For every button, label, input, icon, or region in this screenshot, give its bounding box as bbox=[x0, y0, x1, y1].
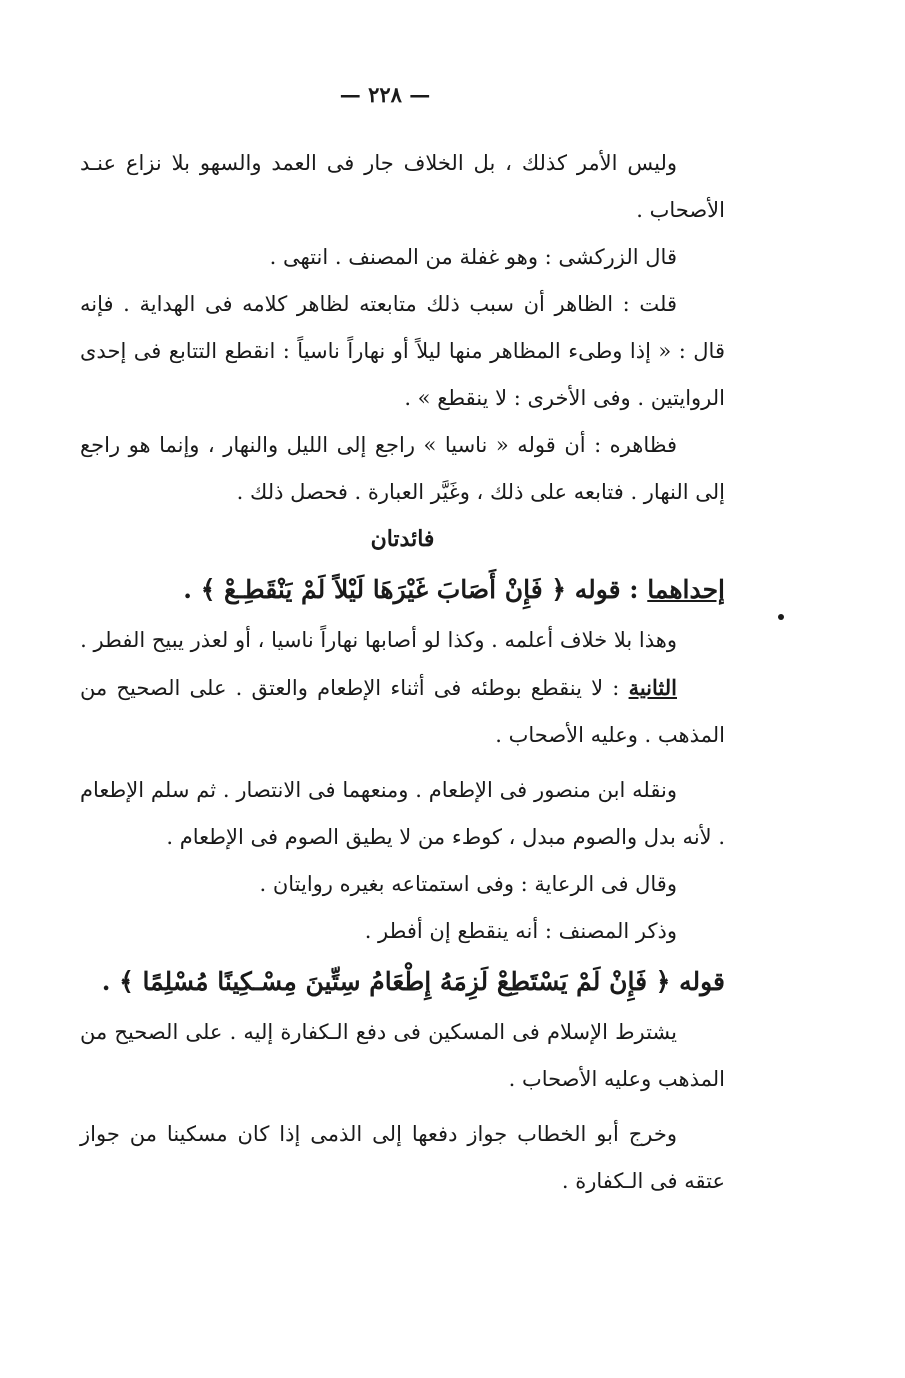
verse-line: قوله ﴿ فَإِنْ لَمْ يَسْتَطِعْ لَزِمَهُ إِطْعَامُ سِتِّينَ مِسْـكِينًا مُسْلِمًا ﴾ . bbox=[101, 967, 725, 996]
paragraph-8: وذكر المصنف : أنه ينقطع إن أفطر . bbox=[364, 919, 677, 943]
page-body bbox=[80, 140, 725, 1205]
paragraph-3: قلت : الظاهر أن سبب ذلك متابعته لظاهر كلامه فى الهداية . فإنه قال : « إذا وطىء المظاهر منها ليلاً أو نهاراً ناسياً : انقطع التتابع فى إحدى الروايتين . وفى الأخرى : لا ينقطع » . bbox=[80, 292, 725, 410]
second-benefit-paragraph bbox=[80, 664, 725, 759]
margin-dot-mark bbox=[778, 614, 784, 620]
paragraph-9: يشترط الإسلام فى المسكين فى دفع الـكفارة إليه . على الصحيح من المذهب وعليه الأصحاب . bbox=[80, 1020, 725, 1091]
page-number: — ٢٢٨ — bbox=[339, 82, 431, 107]
first-benefit-text: : قوله ﴿ فَإِنْ أَصَابَ غَيْرَهَا لَيْلاً لَمْ يَنْقَطِـعْ ﴾ . bbox=[183, 575, 639, 604]
paragraph-6: ونقله ابن منصور فى الإطعام . ومنعهما فى الانتصار . ثم سلم الإطعام . لأنه بدل والصوم مبدل ، كوطء من لا يطيق الصوم فى الإطعام . bbox=[80, 778, 725, 849]
first-benefit-line bbox=[80, 563, 725, 617]
second-benefit-text: : لا ينقطع بوطئه فى أثناء الإطعام والعتق . على الصحيح من المذهب . وعليه الأصحاب . bbox=[80, 676, 725, 747]
paragraph-10: وخرج أبو الخطاب جواز دفعها إلى الذمى إذا كان مسكينا من جواز عتقه فى الـكفارة . bbox=[80, 1122, 725, 1193]
first-benefit-label: إحداهما bbox=[647, 575, 725, 604]
paragraph-5: وهذا بلا خلاف أعلمه . وكذا لو أصابها نهاراً ناسيا ، أو لعذر يبيح الفطر . bbox=[80, 628, 677, 652]
section-heading: فائدتان bbox=[370, 526, 435, 552]
paragraph-7: وقال فى الرعاية : وفى استمتاعه بغيره روايتان . bbox=[259, 872, 677, 896]
paragraph-4: فظاهره : أن قوله « ناسيا » راجع إلى الليل والنهار ، وإنما هو راجع إلى النهار . فتابعه على ذلك ، وغَيَّر العبارة . فحصل ذلك . bbox=[80, 433, 725, 504]
paragraph-1: وليس الأمر كذلك ، بل الخلاف جار فى العمد والسهو بلا نزاع عنـد الأصحاب . bbox=[80, 151, 725, 222]
second-benefit-label: الثانية bbox=[628, 675, 677, 700]
paragraph-2: قال الزركشى : وهو غفلة من المصنف . انتهى . bbox=[269, 245, 677, 269]
